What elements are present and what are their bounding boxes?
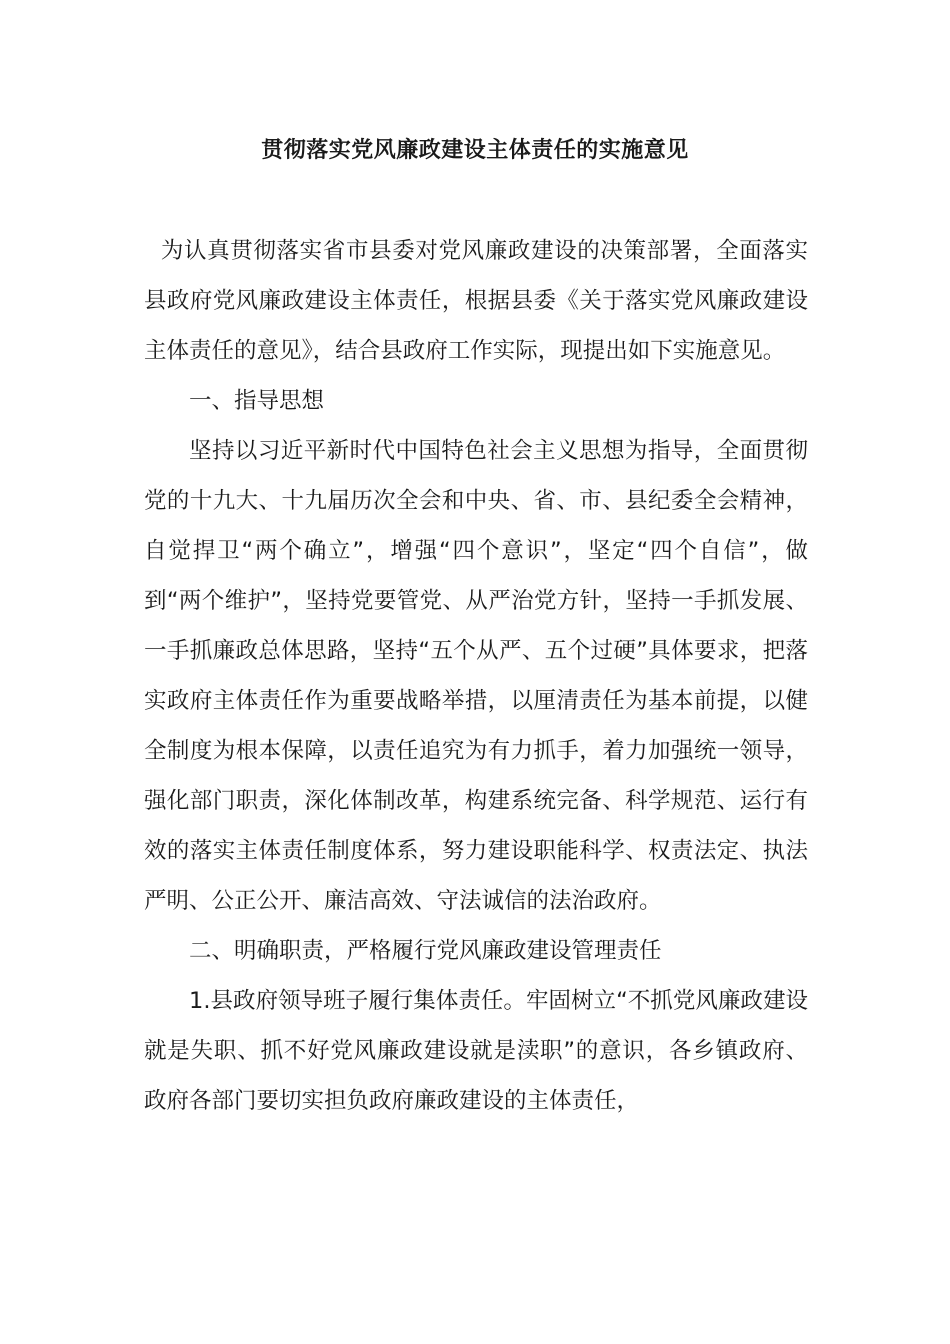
section-heading-guiding-ideology: 一、指导思想 (189, 388, 325, 414)
document-body (144, 226, 808, 1126)
document-title: 贯彻落实党风廉政建设主体责任的实施意见 (261, 138, 689, 163)
section-heading-responsibilities: 二、明确职责，严格履行党风廉政建设管理责任 (189, 938, 662, 964)
paragraph-item-1: 1.县政府领导班子履行集体责任。牢固树立“不抓党风廉政建设就是失职、抓不好党风廉政建设就是渎职”的意识，各乡镇政府、政府各部门要切实担负政府廉政建设的主体责任， (144, 988, 808, 1114)
paragraph-guiding-ideology: 坚持以习近平新时代中国特色社会主义思想为指导，全面贯彻党的十九大、十九届历次全会和中央、省、市、县纪委全会精神，自觉捍卫“两个确立”，增强“四个意识”，坚定“四个自信”，做到“两个维护”，坚持党要管党、从严治党方针，坚持一手抓发展、一手抓廉政总体思路，坚持“五个从严、五个过硬”具体要求，把落实政府主体责任作为重要战略举措，以厘清责任为基本前提，以健全制度为根本保障，以责任追究为有力抓手，着力加强统一领导，强化部门职责，深化体制改革，构建系统完备、科学规范、运行有效的落实主体责任制度体系，努力建设职能科学、权责法定、执法严明、公正公开、廉洁高效、守法诚信的法治政府。 (144, 438, 808, 914)
paragraph-intro: 为认真贯彻落实省市县委对党风廉政建设的决策部署，全面落实县政府党风廉政建设主体责任，根据县委《关于落实党风廉政建设主体责任的意见》，结合县政府工作实际，现提出如下实施意见。 (144, 238, 808, 364)
